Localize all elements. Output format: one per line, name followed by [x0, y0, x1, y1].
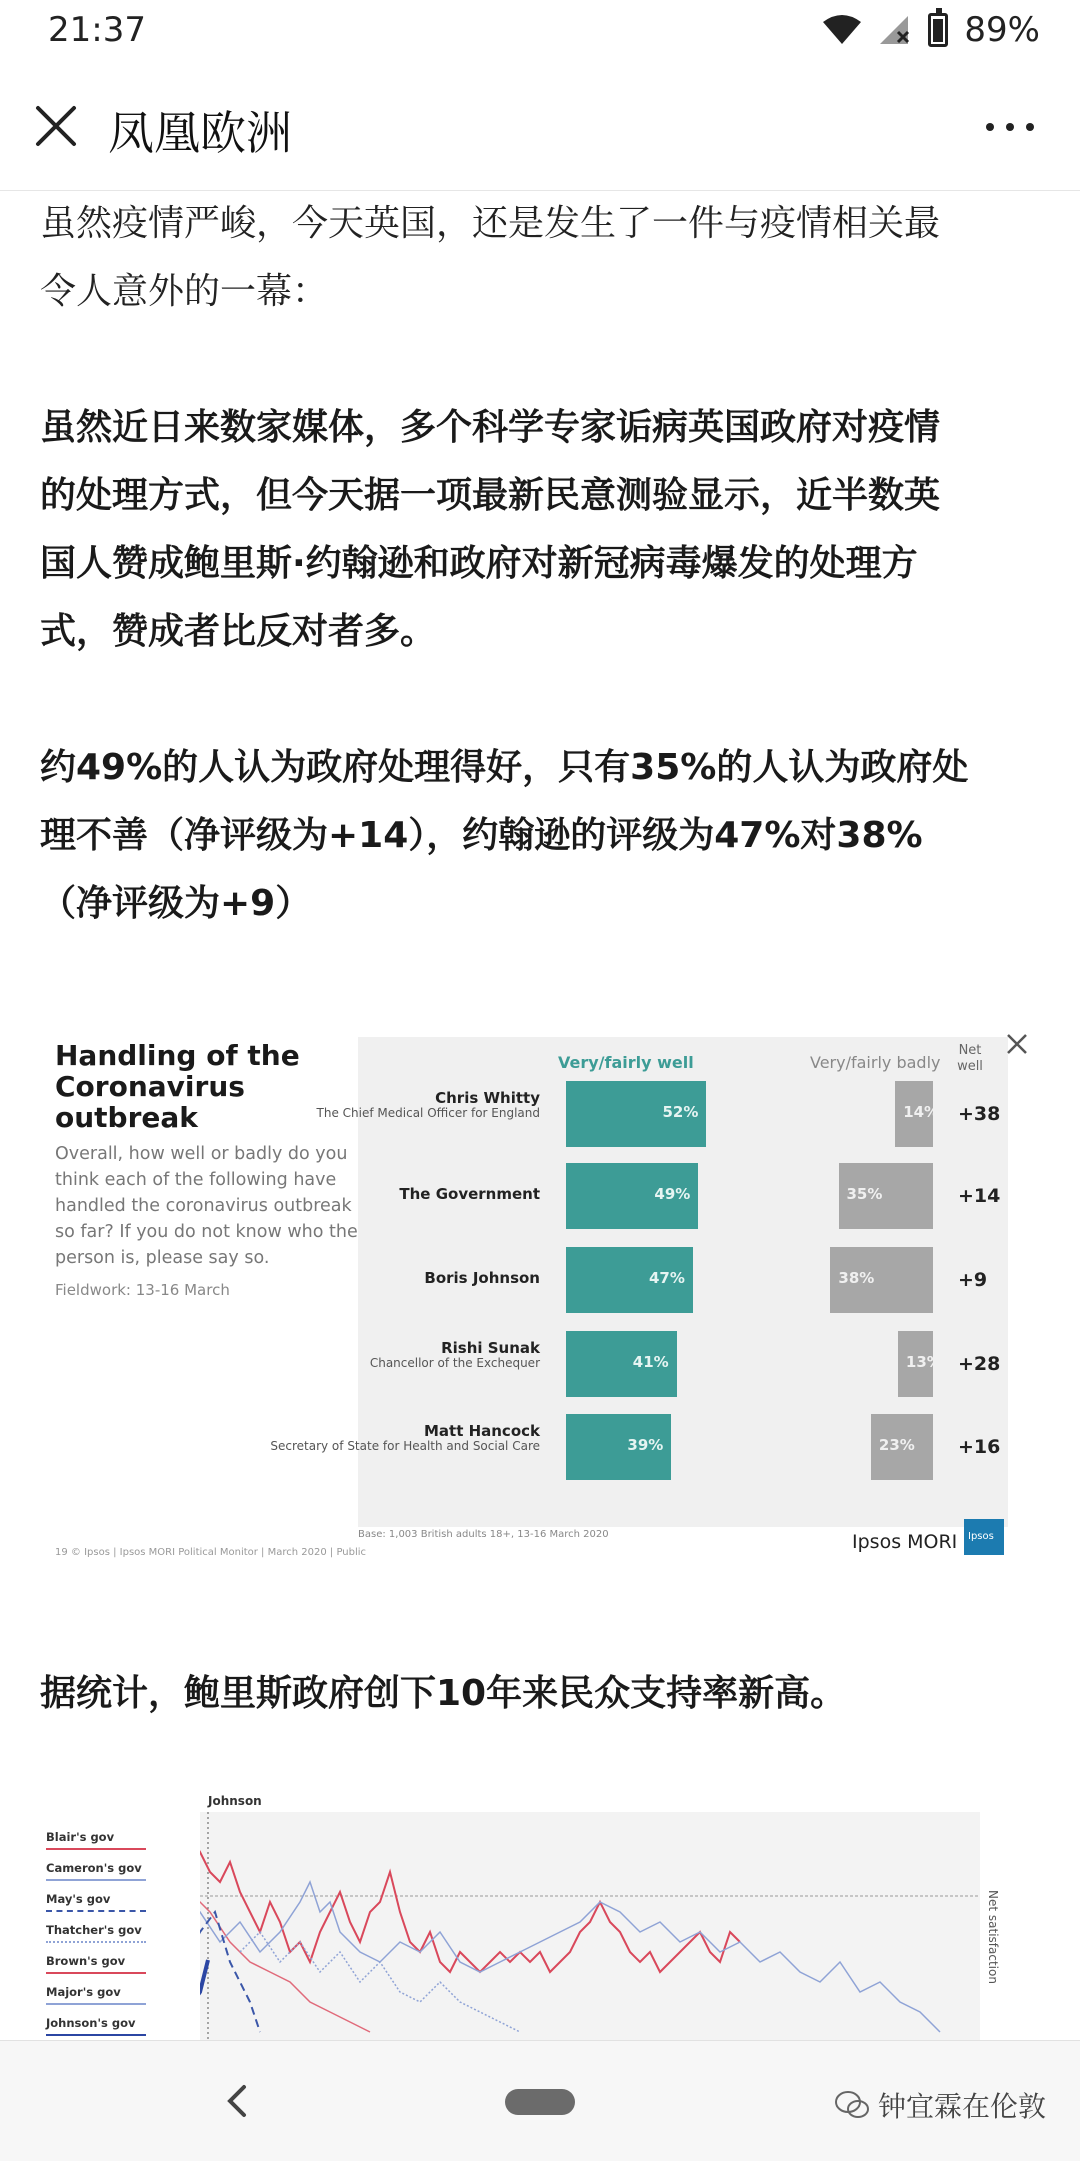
- chart-footer: 19 © Ipsos | Ipsos MORI Political Monitor | March 2020 | Public: [55, 1547, 367, 1558]
- series-line-thatcher: [240, 1932, 520, 2032]
- net-value: +28: [958, 1353, 1001, 1375]
- legend-swatch: [46, 2003, 146, 2005]
- row-subtitle: Chancellor of the Exchequer: [369, 1356, 540, 1370]
- page-title: 凤凰欧洲: [108, 106, 292, 160]
- wechat-icon: [834, 2090, 870, 2120]
- home-pill[interactable]: [505, 2089, 575, 2115]
- legend-swatch: [46, 1972, 146, 1974]
- image-close-icon[interactable]: [1004, 1031, 1030, 1057]
- status-bar: [0, 0, 1080, 62]
- battery-percent: 89%: [964, 10, 1040, 50]
- row-name: Rishi Sunak: [441, 1339, 540, 1357]
- row-label: [317, 1091, 540, 1121]
- watermark: [834, 2085, 1046, 2125]
- legend-swatch: [46, 1910, 146, 1912]
- bar-well: [566, 1247, 693, 1313]
- legend-swatch: [46, 2034, 146, 2036]
- article-body: [40, 190, 1040, 938]
- chart-base-note: Base: 1,003 British adults 18+, 13-16 March 2020: [358, 1529, 609, 1540]
- brand-label: Ipsos MORI: [852, 1531, 958, 1553]
- bar-well: [566, 1163, 698, 1229]
- series-line-johnson: [200, 1960, 208, 2040]
- legend-label: Cameron's gov: [46, 1861, 142, 1875]
- row-name: Boris Johnson: [424, 1269, 540, 1287]
- bar-well-label: 52%: [662, 1103, 699, 1121]
- chart-legend: [46, 1830, 156, 2040]
- legend-label: Major's gov: [46, 1985, 121, 1999]
- paragraph-poll: 虽然近日来数家媒体，多个科学专家诟病英国政府对疫情 的处理方式，但今天据一项最新民意测验显示，近半数英 国人赞成鲍里斯·约翰逊和政府对新冠病毒爆发的处理方 式，赞成者比反对者多。: [40, 407, 941, 652]
- row-label: [270, 1424, 540, 1454]
- row-name: The Government: [399, 1185, 540, 1203]
- row-name: Matt Hancock: [423, 1422, 540, 1440]
- legend-label: Brown's gov: [46, 1954, 126, 1968]
- close-icon[interactable]: [30, 100, 82, 152]
- legend-item: [46, 2016, 156, 2040]
- bar-well-label: 41%: [632, 1353, 669, 1371]
- legend-label: Johnson's gov: [46, 2016, 136, 2030]
- header-badly: Very/fairly badly: [810, 1053, 941, 1072]
- wifi-icon: [822, 14, 862, 46]
- legend-swatch: [46, 1879, 146, 1881]
- bar-badly: [871, 1414, 933, 1480]
- legend-label: Blair's gov: [46, 1830, 115, 1844]
- series-line-blair: [200, 1842, 740, 1972]
- paragraph-support: 据统计，鲍里斯政府创下10年来民众支持率新高。: [40, 1673, 847, 1714]
- chart-fieldwork: Fieldwork: 13-16 March: [55, 1281, 230, 1299]
- chart-panel: [270, 1037, 1008, 1527]
- net-value: +16: [958, 1436, 1001, 1458]
- bar-badly-label: 14%: [903, 1103, 940, 1121]
- top-nav: [0, 62, 1080, 191]
- net-value: +14: [958, 1185, 1001, 1207]
- row-subtitle: The Chief Medical Officer for England: [316, 1106, 540, 1120]
- signal-icon: [878, 14, 912, 46]
- legend-item: [46, 1830, 156, 1861]
- bar-badly: [898, 1331, 942, 1397]
- status-time: 21:37: [48, 10, 146, 50]
- bar-well-label: 49%: [654, 1185, 691, 1203]
- gov-satisfaction-chart: [40, 1790, 1020, 2040]
- more-options-icon[interactable]: [980, 112, 1040, 142]
- ipsos-logo: Ipsos: [964, 1519, 1004, 1555]
- legend-item: [46, 1954, 156, 1985]
- watermark-text: 钟宜霖在伦敦: [877, 2090, 1046, 2123]
- bottom-nav: [0, 2040, 1080, 2161]
- back-chevron-icon[interactable]: [222, 2083, 252, 2119]
- series-line-may: [200, 1912, 260, 2032]
- y-axis-label: Net satisfaction: [986, 1890, 1000, 1984]
- chart-question: Overall, how well or badly do you think each of the following have handled the coronavirus outbreak so far? If you do not know who the person is, please say so.: [55, 1144, 358, 1268]
- header-well: Very/fairly well: [558, 1053, 694, 1072]
- header-net: Net well: [957, 1043, 983, 1074]
- bar-well: [566, 1081, 706, 1147]
- bar-well: [566, 1331, 677, 1397]
- bar-badly: [839, 1163, 934, 1229]
- bar-well-label: 47%: [648, 1269, 685, 1287]
- status-icons: [822, 10, 1040, 50]
- chart-row: [270, 1414, 1008, 1484]
- legend-item: [46, 1892, 156, 1923]
- net-value: +9: [958, 1269, 988, 1291]
- row-label: [399, 1187, 540, 1202]
- row-subtitle: Secretary of State for Health and Social Care: [270, 1439, 540, 1453]
- row-label: [424, 1271, 540, 1286]
- paragraph-intro: 虽然疫情严峻，今天英国，还是发生了一件与疫情相关最 令人意外的一幕：: [40, 203, 941, 312]
- bar-badly-label: 35%: [846, 1185, 883, 1203]
- net-value: +38: [958, 1103, 1001, 1125]
- bar-badly-label: 13%: [905, 1353, 942, 1371]
- legend-swatch: [46, 1941, 146, 1943]
- battery-icon: [928, 13, 948, 47]
- bar-badly-label: 23%: [878, 1436, 915, 1454]
- johnson-annotation: Johnson: [208, 1794, 262, 1808]
- chart-row: [358, 1247, 1008, 1317]
- bar-badly-label: 38%: [838, 1269, 875, 1287]
- bar-badly: [895, 1081, 940, 1147]
- row-label: [370, 1341, 540, 1371]
- bar-well: [566, 1414, 671, 1480]
- legend-item: [46, 1923, 156, 1954]
- legend-label: Thatcher's gov: [46, 1923, 142, 1937]
- legend-item: [46, 1985, 156, 2016]
- legend-item: [46, 1861, 156, 1892]
- chart-row: [358, 1331, 1008, 1401]
- chart-row: [316, 1081, 1008, 1151]
- coronavirus-handling-chart: [40, 1015, 1020, 1580]
- legend-label: May's gov: [46, 1892, 111, 1906]
- plot-area: [200, 1812, 980, 2040]
- paragraph-ratings: 约49%的人认为政府处理得好，只有35%的人认为政府处 理不善（净评级为+14），约翰逊的评级为47%对38% （净评级为+9）: [40, 747, 969, 924]
- chart-title: Handling of the Coronavirus outbreak: [55, 1039, 300, 1134]
- bar-badly: [830, 1247, 933, 1313]
- trend-lines: [200, 1812, 980, 2040]
- bar-well-label: 39%: [627, 1436, 664, 1454]
- legend-swatch: [46, 1848, 146, 1850]
- row-name: Chris Whitty: [435, 1089, 540, 1107]
- chart-row: [358, 1163, 1008, 1233]
